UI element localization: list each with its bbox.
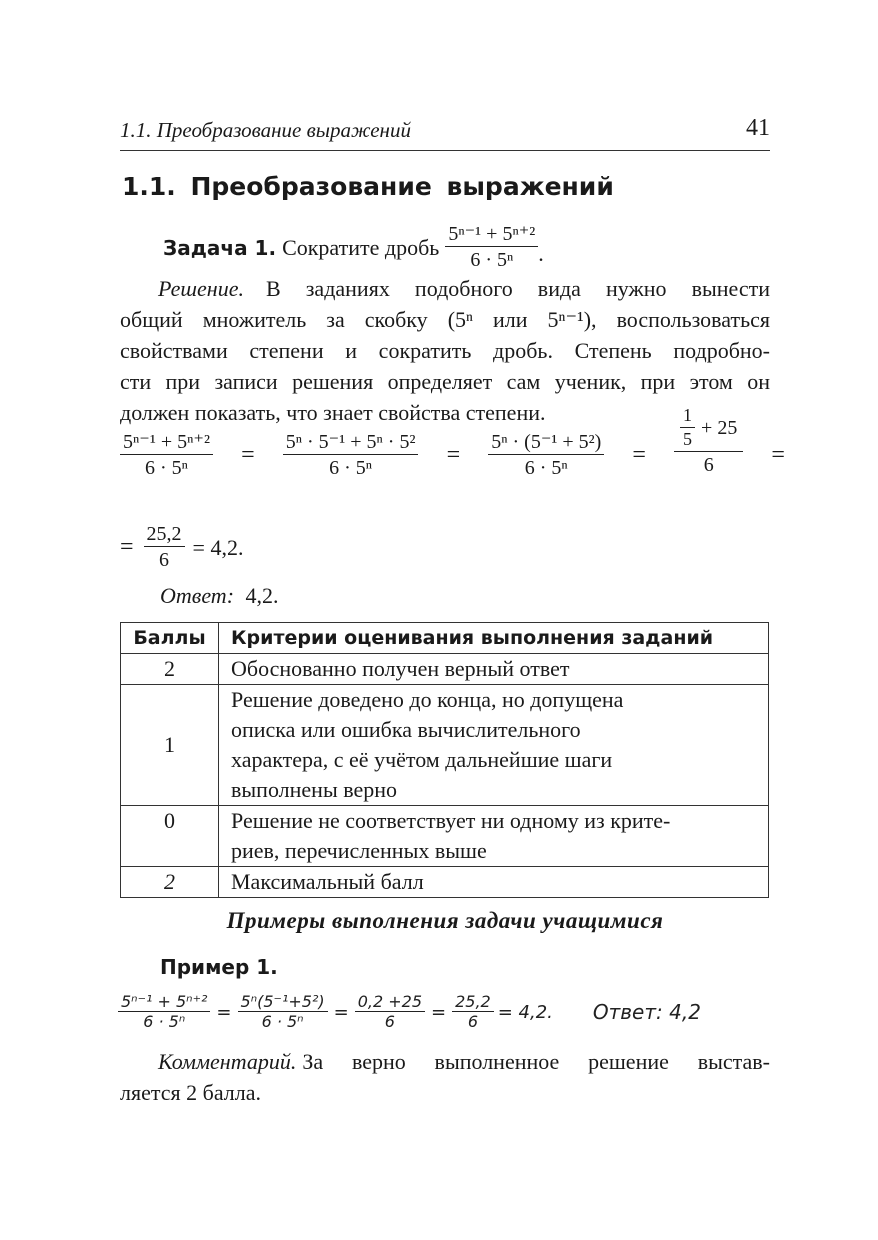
fraction-numerator: 0,2 +25 bbox=[355, 992, 425, 1012]
equation-result: = 4,2. bbox=[192, 534, 244, 560]
fraction-denominator: 6 · 5ⁿ bbox=[143, 1012, 186, 1032]
header-rule bbox=[120, 150, 770, 151]
fraction-numerator: 5ⁿ · (5⁻¹ + 5²) bbox=[488, 430, 604, 455]
comment-text: За верно выполненное решение выстав- bbox=[302, 1049, 770, 1074]
table-header-row bbox=[121, 623, 769, 654]
solution-line: должен показать, что знает свойства степени. bbox=[120, 400, 546, 425]
answer bbox=[160, 583, 279, 609]
fraction-denominator: 6 · 5ⁿ bbox=[470, 249, 514, 271]
fraction-denominator: 6 · 5ⁿ bbox=[261, 1012, 304, 1032]
task-fraction bbox=[445, 222, 538, 273]
hw-result: = 4,2. bbox=[497, 1001, 553, 1023]
fraction-denominator: 6 bbox=[467, 1012, 478, 1032]
equals-sign: = bbox=[771, 442, 785, 468]
fraction-denominator: 5 bbox=[683, 428, 693, 449]
solution-line: общий множитель за скобку (5ⁿ или 5ⁿ⁻¹), воспользоваться bbox=[120, 307, 770, 332]
fraction-numerator: 25,2 bbox=[144, 522, 185, 547]
equation-row-2 bbox=[120, 522, 243, 573]
task-text: Сократите дробь bbox=[282, 234, 440, 260]
fraction-numerator: 5ⁿ(5⁻¹+5²) bbox=[238, 992, 328, 1012]
answer-value: 4,2. bbox=[245, 583, 279, 608]
equals-sign: = bbox=[431, 1001, 447, 1023]
fraction-numerator: 5ⁿ · 5⁻¹ + 5ⁿ · 5² bbox=[283, 430, 419, 455]
equation-fraction bbox=[283, 430, 419, 481]
table-row bbox=[121, 654, 769, 685]
criteria-line: выполнены верно bbox=[231, 777, 398, 802]
criteria-line: Максимальный балл bbox=[231, 869, 424, 894]
equals-sign: = bbox=[241, 442, 255, 468]
solution-line: свойствами степени и сократить дробь. Степень подробно- bbox=[120, 338, 770, 363]
comment-label: Комментарий. bbox=[158, 1049, 297, 1074]
criteria-line: характера, с её учётом дальнейшие шаги bbox=[231, 747, 613, 772]
solution-lead: Решение. bbox=[158, 276, 244, 301]
comment-line bbox=[120, 1046, 770, 1077]
score-cell: 1 bbox=[121, 685, 219, 806]
examples-title: Примеры выполнения задачи учащимися bbox=[226, 908, 664, 933]
hw-fraction bbox=[118, 992, 210, 1033]
equation-fraction bbox=[120, 430, 213, 481]
equals-sign: = bbox=[333, 1001, 349, 1023]
example-label: Пример 1. bbox=[160, 955, 278, 979]
criteria-cell bbox=[219, 867, 769, 898]
fraction-numerator: 5ⁿ⁻¹ + 5ⁿ⁺² bbox=[445, 222, 538, 247]
task-statement bbox=[163, 222, 544, 273]
equals-sign: = bbox=[632, 442, 646, 468]
criteria-line: риев, перечисленных выше bbox=[231, 838, 487, 863]
fraction-denominator: 6 bbox=[159, 549, 170, 571]
inner-fraction bbox=[680, 405, 695, 451]
fraction-denominator: 6 · 5ⁿ bbox=[524, 457, 568, 479]
equation-fraction bbox=[144, 522, 185, 573]
comment-paragraph bbox=[120, 1046, 770, 1108]
table-row bbox=[121, 806, 769, 867]
fraction-denominator: 6 · 5ⁿ bbox=[145, 457, 188, 479]
criteria-line: Решение доведено до конца, но допущена bbox=[231, 687, 624, 712]
hw-fraction bbox=[355, 992, 425, 1033]
criteria-cell bbox=[219, 654, 769, 685]
score-cell: 2 bbox=[121, 867, 219, 898]
equals-sign: = bbox=[120, 534, 134, 560]
section-title: 1.1. Преобразование выражений bbox=[122, 172, 614, 201]
equals-sign: = bbox=[446, 442, 461, 468]
fraction-denominator: 6 bbox=[384, 1012, 395, 1032]
score-cell: 2 bbox=[121, 654, 219, 685]
fraction-numerator: 5ⁿ⁻¹ + 5ⁿ⁺² bbox=[118, 992, 210, 1012]
running-header-title: 1.1. Преобразование выражений bbox=[120, 118, 411, 142]
comment-line: ляется 2 балла. bbox=[120, 1080, 262, 1105]
solution-text: В заданиях подобного вида нужно вынести bbox=[265, 276, 770, 301]
solution-paragraph bbox=[120, 273, 770, 428]
hw-answer: Ответ: 4,2 bbox=[592, 1000, 701, 1025]
equation-nested-fraction bbox=[674, 405, 743, 478]
equals-sign: = bbox=[216, 1001, 232, 1023]
answer-label: Ответ: bbox=[160, 583, 235, 608]
criteria-cell bbox=[219, 685, 769, 806]
column-header-score: Баллы bbox=[121, 623, 219, 654]
page-number: 41 bbox=[746, 115, 770, 141]
hw-fraction bbox=[238, 992, 328, 1033]
fraction-numerator bbox=[674, 405, 743, 452]
fraction-denominator: 6 · 5ⁿ bbox=[329, 457, 373, 479]
solution-line: сти при записи решения определяет сам ученик, при этом он bbox=[120, 369, 770, 394]
fraction-numerator: 5ⁿ⁻¹ + 5ⁿ⁺² bbox=[120, 430, 213, 455]
criteria-line: Обоснованно получен верный ответ bbox=[231, 656, 570, 681]
fraction-denominator: 6 bbox=[703, 453, 714, 476]
task-end: . bbox=[538, 241, 544, 266]
table-row bbox=[121, 867, 769, 898]
criteria-line: Решение не соответствует ни одному из крите- bbox=[231, 808, 671, 833]
equation-fraction bbox=[488, 430, 604, 481]
solution-line bbox=[120, 273, 770, 304]
criteria-line: описка или ошибка вычислительного bbox=[231, 717, 581, 742]
table-row bbox=[121, 685, 769, 806]
handwritten-solution bbox=[118, 992, 701, 1033]
fraction-numerator: 25,2 bbox=[452, 992, 494, 1012]
criteria-cell bbox=[219, 806, 769, 867]
task-label: Задача 1. bbox=[163, 235, 277, 260]
column-header-criteria: Критерии оценивания выполнения заданий bbox=[219, 623, 769, 654]
numerator-rest: + 25 bbox=[701, 416, 738, 439]
fraction-numerator: 1 bbox=[680, 405, 695, 428]
hw-fraction bbox=[452, 992, 494, 1033]
criteria-table bbox=[120, 622, 769, 898]
score-cell: 0 bbox=[121, 806, 219, 867]
